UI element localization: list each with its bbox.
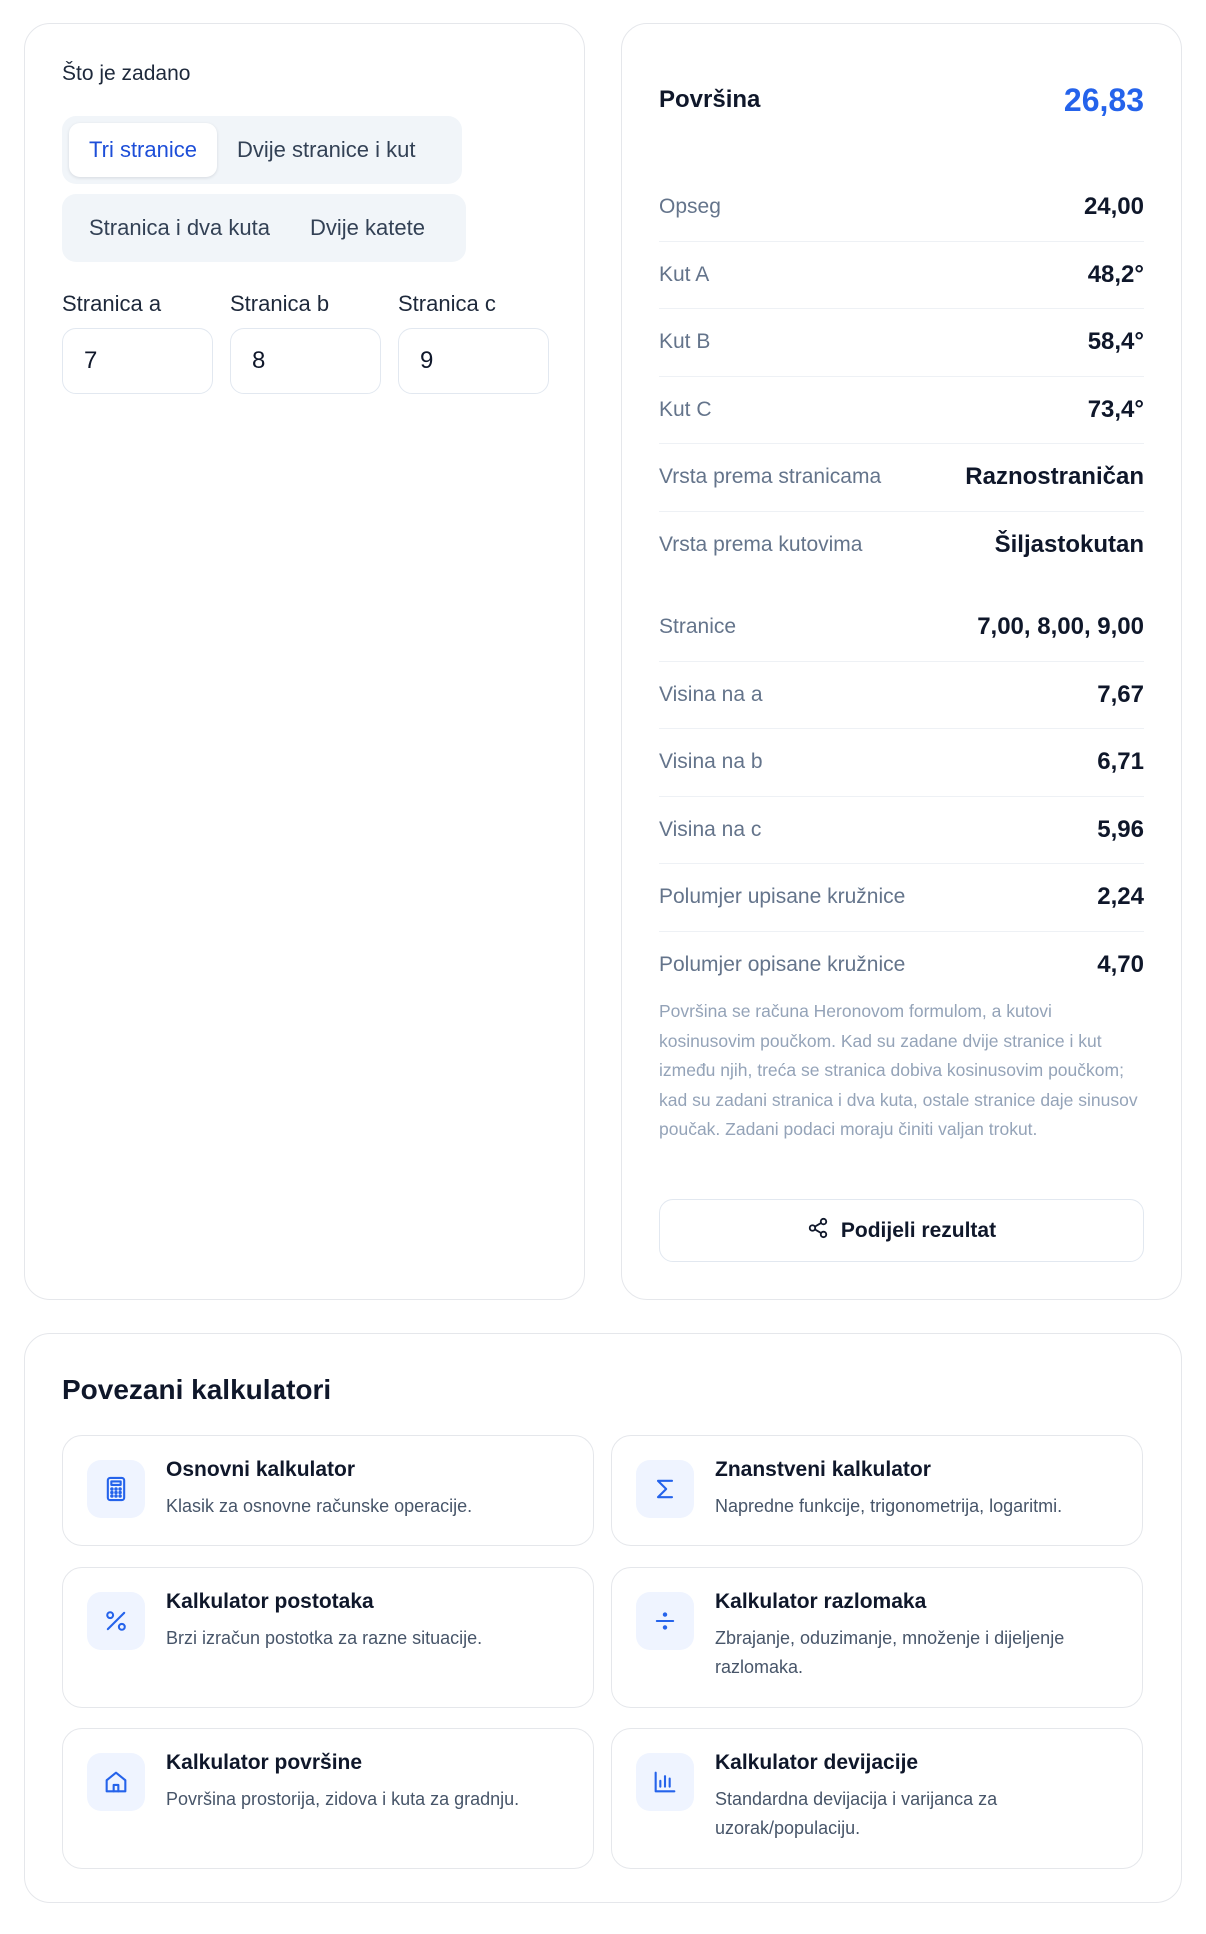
result-row-sides — [659, 594, 1144, 662]
result-row-type-by-sides — [659, 444, 1144, 512]
side-b-label: Stranica b — [230, 291, 330, 316]
tile-description: Klasik za osnovne računske operacije. — [166, 1496, 473, 1516]
side-a-input[interactable] — [62, 328, 213, 394]
result-row-circumradius — [659, 932, 1144, 1000]
related-title: Povezani kalkulatori — [62, 1374, 332, 1405]
secondary-results-list — [659, 594, 1144, 999]
bar-chart-icon — [636, 1753, 694, 1811]
result-row-angle-b — [659, 309, 1144, 377]
mode-tab-three-sides[interactable]: Tri stranice — [69, 123, 217, 177]
divide-icon — [636, 1592, 694, 1650]
side-c-input[interactable] — [398, 328, 549, 394]
result-row-height-c — [659, 797, 1144, 865]
tile-description: Brzi izračun postotka za razne situacije. — [166, 1628, 483, 1648]
share-button-label: Podijeli rezultat — [840, 1218, 997, 1242]
primary-results-list — [659, 174, 1144, 579]
related-calculators-card — [24, 1333, 1182, 1903]
tile-title: Kalkulator površine — [166, 1751, 363, 1774]
area-value: 26,83 — [1063, 81, 1144, 118]
share-icon — [807, 1217, 829, 1244]
tile-title: Kalkulator devijacije — [715, 1751, 919, 1774]
result-row-height-a — [659, 662, 1144, 730]
input-card — [24, 23, 585, 1300]
result-value: 6,71 — [1097, 748, 1144, 776]
result-value: 2,24 — [1097, 883, 1144, 911]
mode-tab-side-two-angles[interactable]: Stranica i dva kuta — [89, 215, 270, 240]
result-label: Visina na c — [659, 817, 762, 841]
tile-description: Površina prostorija, zidova i kuta za gradnju. — [166, 1789, 520, 1809]
result-value: 5,96 — [1097, 815, 1144, 843]
formula-note: Površina se računa Heronovom formulom, a kutovi kosinusovim poučkom. Kad su zadane dvije stranice i kut između njih, treća se stranica dobiva kosinusovim poučkom; kad su zadani stranica i dva kuta, ostale stranice daje sinusov poučak. Zadani podaci moraju činiti valjan trokut. — [659, 1001, 1138, 1139]
result-label: Vrsta prema kutovima — [659, 533, 863, 557]
tile-description: Napredne funkcije, trigonometrija, logaritmi. — [715, 1496, 1063, 1516]
result-row-type-by-angles — [659, 512, 1144, 580]
related-fraction-calculator[interactable] — [611, 1567, 1143, 1708]
related-area-calculator[interactable] — [62, 1728, 594, 1869]
result-label: Polumjer upisane kružnice — [659, 885, 906, 909]
tile-description: Standardna devijacija i varijanca za uzorak/populaciju. — [715, 1789, 998, 1838]
mode-tab-two-sides-angle[interactable]: Dvije stranice i kut — [236, 137, 416, 162]
result-card — [621, 23, 1182, 1300]
result-label: Polumjer opisane kružnice — [659, 953, 906, 977]
result-label: Kut A — [659, 262, 710, 286]
result-row-angle-c — [659, 377, 1144, 445]
related-basic-calculator[interactable] — [62, 1435, 594, 1546]
related-scientific-calculator[interactable] — [611, 1435, 1143, 1546]
result-label: Stranice — [659, 615, 737, 639]
mode-tab-two-legs[interactable]: Dvije katete — [309, 215, 425, 240]
result-value: Šiljastokutan — [994, 531, 1144, 559]
share-result-button[interactable] — [659, 1199, 1144, 1262]
result-value: 73,4° — [1087, 395, 1144, 423]
side-a-label: Stranica a — [62, 291, 162, 316]
tile-title: Kalkulator razlomaka — [715, 1590, 927, 1613]
result-label: Opseg — [659, 195, 721, 219]
result-value: 24,00 — [1083, 193, 1144, 221]
related-percentage-calculator[interactable] — [62, 1567, 594, 1708]
result-label: Kut C — [659, 397, 712, 421]
related-deviation-calculator[interactable] — [611, 1728, 1143, 1869]
result-value: 7,00, 8,00, 9,00 — [977, 613, 1144, 641]
calculator-icon — [87, 1460, 145, 1518]
side-c-label: Stranica c — [398, 291, 496, 316]
area-result — [659, 76, 1144, 124]
result-value: 48,2° — [1087, 260, 1144, 288]
tile-description: Zbrajanje, oduzimanje, množenje i dijeljenje razlomaka. — [715, 1628, 1065, 1677]
section-label: Što je zadano — [62, 62, 191, 85]
result-label: Visina na a — [659, 682, 763, 706]
mode-selector-row-1 — [62, 116, 462, 184]
side-b-input[interactable] — [230, 328, 381, 394]
tile-title: Kalkulator postotaka — [166, 1590, 374, 1613]
mode-selector-row-2 — [62, 194, 466, 262]
result-value: 7,67 — [1097, 680, 1144, 708]
result-row-angle-a — [659, 242, 1144, 310]
result-label: Visina na b — [659, 750, 763, 774]
area-label: Površina — [659, 86, 761, 113]
sigma-icon — [636, 1460, 694, 1518]
home-icon — [87, 1753, 145, 1811]
result-row-perimeter — [659, 174, 1144, 242]
tile-title: Znanstveni kalkulator — [715, 1458, 931, 1481]
tile-title: Osnovni kalkulator — [166, 1458, 356, 1481]
result-value: 58,4° — [1087, 328, 1144, 356]
result-value: 4,70 — [1097, 951, 1144, 979]
result-label: Vrsta prema stranicama — [659, 465, 882, 489]
result-label: Kut B — [659, 330, 711, 354]
result-row-height-b — [659, 729, 1144, 797]
percent-icon — [87, 1592, 145, 1650]
result-value: Raznostraničan — [965, 463, 1144, 491]
result-row-inradius — [659, 864, 1144, 932]
